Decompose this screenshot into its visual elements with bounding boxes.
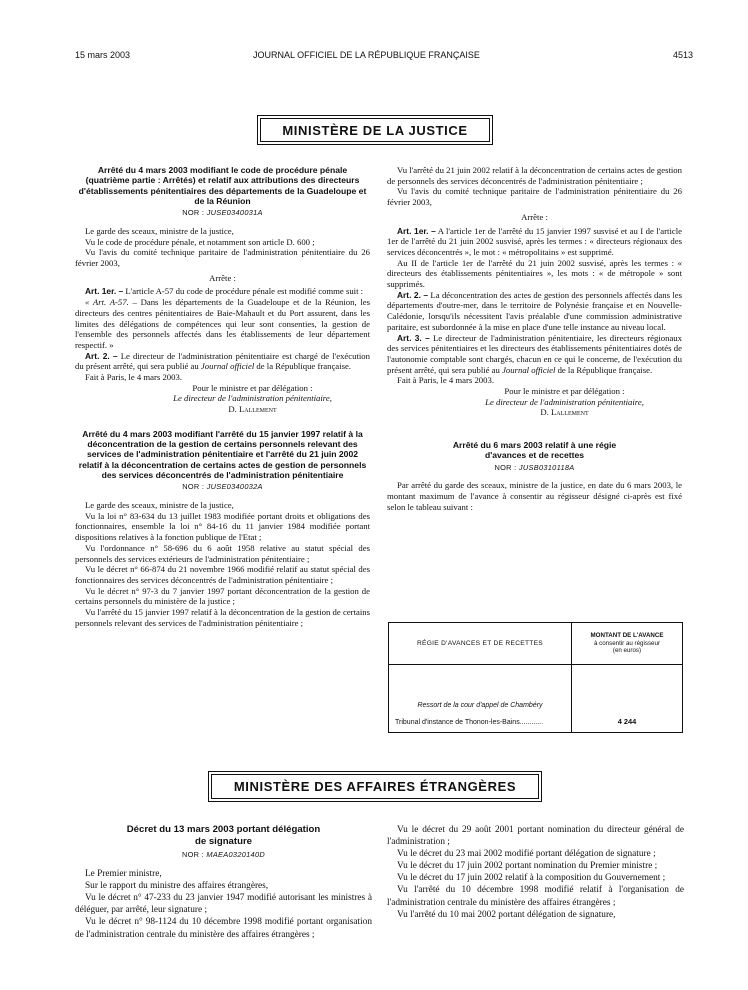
- decree-1-nor: NOR : JUSE0340031A: [182, 208, 263, 218]
- decree-2-signature-line: Pour le ministre et par délégation :: [504, 386, 625, 397]
- decree-4-para: Vu l'arrêté du 10 mai 2002 portant délégation de signature,: [397, 909, 616, 920]
- decree-4-para: Vu le décret du 17 juin 2002 relatif à la composition du Gouvernement ;: [397, 873, 666, 884]
- decree-4-para: Vu le décret du 17 juin 2002 portant nomination du Premier ministre ;: [397, 861, 658, 872]
- decree-1-article-1: Art. 1er. – L'article A-57 du code de procédure pénale est modifié comme suit :: [85, 286, 364, 297]
- regie-table-header-1: RÉGIE D'AVANCES ET DE RECETTES: [389, 623, 572, 665]
- decree-3-nor: NOR : JUSB0310118A: [494, 462, 575, 472]
- decree-1-article-2: Art. 2. – Le directeur de l'administration pénitentiaire est chargé de l'exécution du présent arrêté, qui sera publié au Journal officiel de la République française.: [75, 350, 370, 372]
- decree-4-para: Vu le décret n° 98-1124 du 10 décembre 1998 modifié portant organisation de l'administration centrale du ministère des affaires étrangères ;: [75, 917, 372, 940]
- regie-row-court: Ressort de la cour d'appel de Chambéry: [417, 702, 543, 709]
- decree-2-signature-title: Le directeur de l'administration pénitentiaire,: [485, 396, 644, 407]
- decree-1-para: Vu l'avis du comité technique paritaire de l'administration pénitentiaire du 26 février 2003,: [75, 247, 370, 268]
- ministry-foreign-affairs-box: [208, 771, 542, 802]
- regie-table-header-2: MONTANT DE L'AVANCE à consentir au régisseur (en euros): [572, 623, 683, 665]
- decree-4-para: Vu l'arrêté du 10 décembre 1998 modifié relatif à l'organisation de l'administration centrale du ministère des affaires étrangères ;: [387, 885, 684, 908]
- header-journal-title: JOURNAL OFFICIEL DE LA RÉPUBLIQUE FRANÇAISE: [253, 50, 480, 60]
- regie-amount: 4 244: [572, 665, 683, 733]
- ministry-justice-title: MINISTÈRE DE LA JUSTICE: [260, 118, 490, 142]
- right-column-foreign-affairs: [387, 824, 684, 921]
- decree-1-arrete: Arrête :: [209, 272, 236, 283]
- decree-4-para: Le Premier ministre,: [85, 869, 162, 880]
- decree-2-para: Vu l'ordonnance n° 58-696 du 6 août 1958 relative au statut spécial des personnels des services extérieurs de l'administration pénitentiaire ;: [75, 542, 370, 564]
- decree-1-para: Vu le code de procédure pénale, et notamment son article D. 600 ;: [85, 236, 315, 247]
- decree-3-title: Arrêté du 6 mars 2003 relatif à une régie d'avances et de recettes: [452, 440, 617, 461]
- decree-2-para: Vu l'arrêté du 15 janvier 1997 relatif à la déconcentration de la gestion de certains personnels relevant des services de l'administration pénitentiaire ;: [75, 607, 370, 628]
- decree-2-signature-name: D. Lallement: [540, 407, 589, 418]
- decree-4-title: Décret du 13 mars 2003 portant délégation de signature: [126, 824, 321, 847]
- regie-table: [388, 622, 683, 733]
- decree-2-article-2: Art. 2. – La déconcentration des actes de gestion des personnels affectés dans les départements d'outre-mer, dans le territoire de Polynésie française et en Nouvelle-Calédonie, lorsqu'ils nécessitent l'avis préalable d'une commission administrative paritaire, est subordonnée à la mise en place d'une telle instance au niveau local.: [387, 289, 682, 332]
- decree-2-nor: NOR : JUSE0340032A: [182, 482, 263, 492]
- left-column-justice: [75, 165, 370, 628]
- decree-2-title: Arrêté du 4 mars 2003 modifiant l'arrêté du 15 janvier 1997 relatif à la déconcentration de la gestion de certains personnels relevant des services de l'administration pénitentiaire et l'arrêté du 21 juin 2002 relatif à la déconcentration de certains actes de gestion de personnels des services déconcentrés de l'administration pénitentiaire: [78, 428, 367, 481]
- ministry-foreign-affairs-title: MINISTÈRE DES AFFAIRES ÉTRANGÈRES: [211, 774, 539, 799]
- regie-table-cell: [389, 665, 572, 733]
- header-page-number: 4513: [672, 50, 693, 60]
- decree-1-quote: « Art. A-57. – Dans les départements de la Guadeloupe et de la Réunion, les directeurs des centres pénitentiaires de Baie-Mahault et du Port assurent, dans les limites des délégations de compétences qui leur sont consenties, la gestion de l'ensemble des personnels affectés dans les établissements de leur département respectif. »: [75, 297, 370, 350]
- decree-2-para: Vu l'avis du comité technique paritaire de l'administration pénitentiaire du 26 février 2003,: [387, 186, 682, 208]
- decree-4-para: Vu le décret du 29 août 2001 portant nomination du directeur général de l'administration ;: [387, 825, 684, 848]
- decree-1-signature-title: Le directeur de l'administration pénitentiaire,: [173, 393, 332, 404]
- decree-2-para: Le garde des sceaux, ministre de la justice,: [85, 500, 234, 511]
- page-header: [75, 50, 693, 64]
- header-date: 15 mars 2003: [75, 50, 131, 60]
- decree-2-para: Vu l'arrêté du 21 juin 2002 relatif à la déconcentration de certains actes de gestion de personnels des services déconcentrés de l'administration pénitentiaire ;: [387, 165, 682, 186]
- decree-1-para: Le garde des sceaux, ministre de la justice,: [85, 225, 234, 236]
- ministry-justice-box: [257, 115, 493, 145]
- decree-1-signature-name: D. Lallement: [228, 404, 277, 415]
- regie-row-tribunal: Tribunal d'instance de Thonon-les-Bains............: [395, 719, 544, 726]
- decree-3-para: Par arrêté du garde des sceaux, ministre de la justice, en date du 6 mars 2003, le montant maximum de l'avance à consentir au régisseur désigné ci-après est fixé selon le tableau suivant :: [387, 480, 682, 512]
- decree-2-para: Vu le décret n° 66-874 du 21 novembre 1966 modifié relatif au statut spécial des fonctionnaires des services déconcentrés de l'administration pénitentiaire ;: [75, 564, 370, 585]
- decree-2-article-3: Art. 3. – Le directeur de l'administration pénitentiaire, les directeurs régionaux des services pénitentiaires et les directeurs des établissements pénitentiaires dotés de l'autonomie comptable sont chargés, chacun en ce qui le concerne, de l'exécution du présent arrêté, qui sera publié au Journal officiel de la République française.: [387, 332, 682, 375]
- left-column-foreign-affairs: [75, 824, 372, 941]
- decree-1-title: Arrêté du 4 mars 2003 modifiant le code de procédure pénale (quatrième partie : Arrêtés) et relatif aux attributions des directeurs d'établissements pénitentiaires des départements de la Guadeloupe et de la Réunion: [78, 165, 367, 206]
- decree-2-arrete: Arrête :: [521, 211, 548, 222]
- decree-2-article-1b: Au II de l'article 1er de l'arrêté du 21 juin 2002 susvisé, après les termes : « directeurs des établissements pénitentiaires », les mots : « de métropole » sont supprimés.: [387, 257, 682, 290]
- decree-4-para: Vu le décret n° 47-233 du 23 janvier 1947 modifié autorisant les ministres à déléguer, par arrêté, leur signature ;: [75, 893, 372, 916]
- decree-4-para: Sur le rapport du ministre des affaires étrangères,: [85, 881, 269, 892]
- decree-1-signature-line: Pour le ministre et par délégation :: [192, 382, 313, 393]
- decree-2-para: Vu le décret n° 97-3 du 7 janvier 1997 portant déconcentration de la gestion de certains personnels du ministère de la justice ;: [75, 585, 370, 607]
- right-column-justice: [387, 165, 682, 513]
- decree-4-para: Vu le décret du 23 mai 2002 modifié portant délégation de signature ;: [397, 849, 656, 860]
- decree-4-nor: NOR : MAEA0320140D: [181, 850, 266, 859]
- decree-2-article-1: Art. 1er. – A l'article 1er de l'arrêté du 15 janvier 1997 susvisé et au I de l'article 1er de l'arrêté du 21 juin 2002 susvisé, après les termes : « directeurs régionaux des services déconcentrés », le mot : « métropolitains » est supprimé.: [387, 225, 682, 257]
- decree-1-fait: Fait à Paris, le 4 mars 2003.: [85, 372, 182, 383]
- decree-2-fait: Fait à Paris, le 4 mars 2003.: [397, 375, 494, 386]
- decree-2-para: Vu la loi n° 83-634 du 13 juillet 1983 modifiée portant droits et obligations des fonctionnaires, ensemble la loi n° 84-16 du 11 janvier 1984 modifiée portant dispositions relatives à la fonction publique de l'Etat ;: [75, 510, 370, 543]
